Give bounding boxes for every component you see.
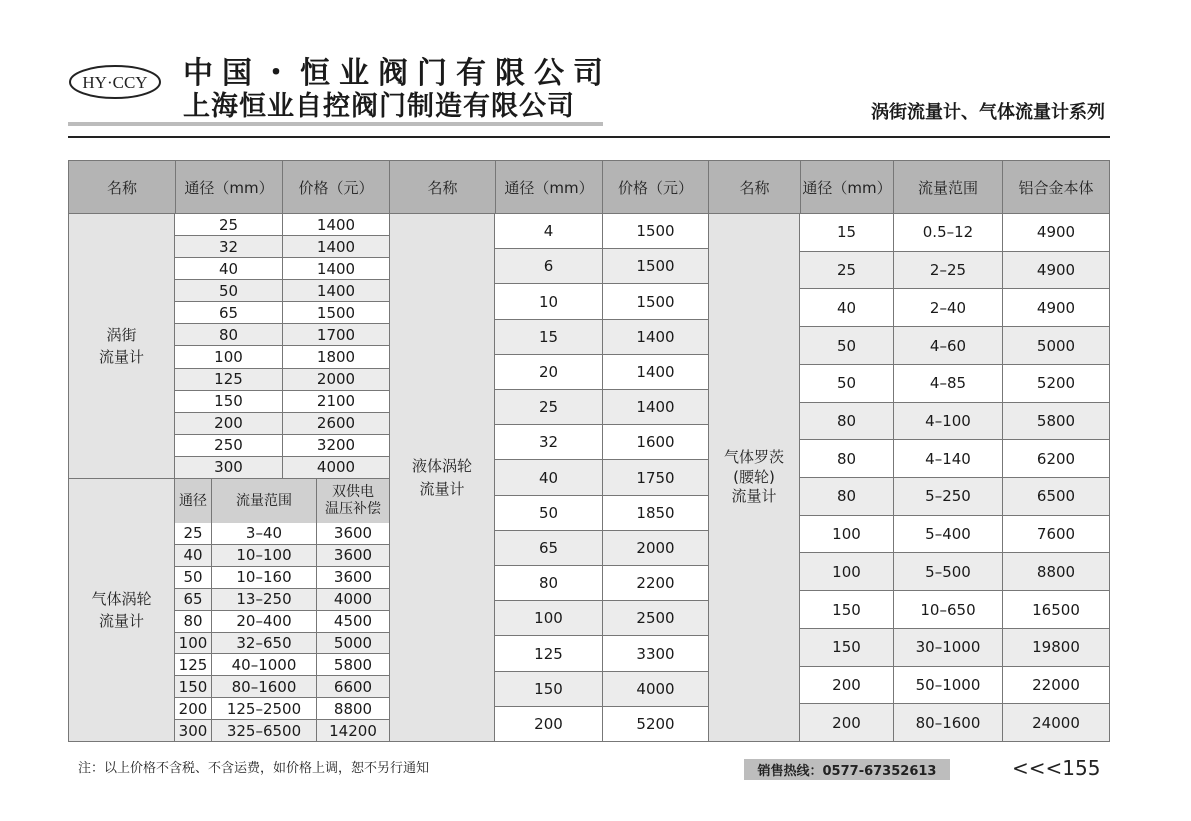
gas-turbine-table [175, 479, 389, 741]
product-name-liquid-turbine: 液体涡轮 流量计 [390, 214, 495, 741]
table-cell: 1400 [282, 236, 389, 257]
svg-text:HY·CCY: HY·CCY [82, 73, 148, 92]
table-row [175, 345, 389, 367]
table-cell: 80 [800, 403, 893, 440]
table-cell: 125 [534, 644, 563, 663]
table-row [495, 459, 708, 494]
table-group-3 [708, 161, 1109, 741]
table-row [800, 326, 1109, 364]
subheader-flow-range: 流量范围 [211, 479, 316, 523]
table-cell: 150 [175, 676, 211, 697]
table-cell: 2100 [282, 391, 389, 412]
table-cell: 100 [214, 348, 243, 366]
table-row [800, 477, 1109, 515]
table-row [175, 323, 389, 345]
table-row [175, 675, 389, 697]
table-cell: 80 [183, 612, 203, 631]
table-cell: 8800 [1002, 553, 1109, 590]
gas-roots-rows [800, 214, 1109, 741]
header-aluminum-price: 铝合金本体 [1002, 161, 1109, 213]
gas-turbine-rows [175, 523, 389, 741]
table-cell: 6200 [1002, 440, 1109, 477]
table-cell: 2200 [602, 566, 708, 600]
table-cell: 125 [178, 655, 208, 674]
table-cell: 1400 [282, 214, 389, 235]
table-row [800, 628, 1109, 666]
table-cell: 1500 [602, 284, 708, 318]
table-row [800, 515, 1109, 553]
table-group-1 [69, 161, 389, 741]
table-row [495, 424, 708, 459]
table-cell: 50 [175, 280, 282, 301]
table-cell: 1750 [602, 460, 708, 494]
table-cell: 1400 [282, 280, 389, 301]
table-cell: 10–100 [211, 545, 316, 566]
table-row [800, 288, 1109, 326]
vortex-rows [175, 214, 389, 478]
table-row [495, 600, 708, 635]
table-cell: 5000 [1002, 327, 1109, 364]
table-header [69, 161, 389, 214]
table-group-2 [389, 161, 708, 741]
table-cell: 65 [218, 303, 239, 322]
table-cell: 24000 [1002, 704, 1109, 741]
table-cell: 65 [495, 531, 602, 565]
table-cell: 40 [218, 259, 239, 278]
table-cell: 150 [832, 600, 861, 619]
table-cell: 32–650 [211, 633, 316, 654]
table-cell: 150 [800, 629, 893, 666]
table-cell: 4–140 [893, 440, 1002, 477]
table-cell: 125 [175, 369, 282, 390]
table-cell: 5200 [1002, 365, 1109, 402]
table-cell: 3600 [316, 523, 389, 544]
table-cell: 80 [538, 574, 559, 593]
table-cell: 4–100 [893, 403, 1002, 440]
table-cell: 1400 [602, 355, 708, 389]
table-cell: 8800 [316, 698, 389, 719]
vortex-section [69, 214, 389, 479]
table-cell: 50 [183, 568, 203, 587]
table-cell: 1500 [282, 302, 389, 323]
table-row [175, 544, 389, 566]
table-cell: 100 [832, 525, 861, 544]
table-row [175, 719, 389, 741]
table-row [495, 248, 708, 283]
table-cell: 125–2500 [211, 698, 316, 719]
table-cell: 1400 [282, 258, 389, 279]
table-cell: 5800 [316, 654, 389, 675]
table-cell: 200 [832, 675, 861, 694]
table-cell: 19800 [1002, 629, 1109, 666]
table-cell: 40 [836, 298, 857, 317]
table-cell: 3600 [316, 545, 389, 566]
table-cell: 10 [538, 292, 559, 311]
header-name: 名称 [427, 178, 458, 197]
table-cell: 80–1600 [893, 704, 1002, 741]
table-cell: 1600 [602, 425, 708, 459]
table-cell: 100 [175, 633, 211, 654]
table-cell: 80 [836, 449, 857, 468]
table-cell: 2–40 [893, 289, 1002, 326]
table-row [175, 434, 389, 456]
table-row [175, 279, 389, 301]
table-cell: 5800 [1002, 403, 1109, 440]
table-cell: 65 [175, 589, 211, 610]
table-cell: 20–400 [211, 611, 316, 632]
liquid-turbine-section [390, 214, 708, 741]
series-title: 涡街流量计、气体流量计系列 [871, 102, 1105, 123]
table-cell: 150 [495, 672, 602, 706]
table-cell: 2–25 [893, 252, 1002, 289]
table-cell: 4900 [1002, 214, 1109, 251]
table-cell: 1400 [602, 390, 708, 424]
table-row [175, 368, 389, 390]
table-cell: 22000 [1002, 667, 1109, 704]
table-cell: 3600 [316, 567, 389, 588]
liquid-turbine-rows [495, 214, 708, 741]
table-row [800, 703, 1109, 741]
table-cell: 5–400 [893, 516, 1002, 553]
product-name-gas-turbine: 气体涡轮 流量计 [69, 479, 175, 741]
table-cell: 2500 [602, 601, 708, 635]
table-cell: 4–85 [893, 365, 1002, 402]
gas-turbine-subheader [175, 479, 389, 523]
table-cell: 40–1000 [211, 654, 316, 675]
price-note: 注：以上价格不含税、不含运费，如价格上调，恕不另行通知 [78, 761, 430, 776]
table-cell: 80 [175, 324, 282, 345]
table-row [495, 635, 708, 670]
table-header [709, 161, 1109, 214]
table-row [175, 523, 389, 544]
header-diameter: 通径（mm） [800, 161, 893, 213]
table-cell: 1400 [602, 320, 708, 354]
subheader-diameter: 通径 [175, 479, 211, 523]
table-cell: 4 [543, 222, 554, 241]
table-row [175, 632, 389, 654]
header-name: 名称 [106, 178, 137, 197]
table-cell: 100 [800, 553, 893, 590]
table-row [495, 389, 708, 424]
table-cell: 50 [836, 374, 857, 393]
table-cell: 3200 [282, 435, 389, 456]
table-cell: 2000 [282, 369, 389, 390]
table-cell: 250 [214, 436, 243, 455]
table-cell: 16500 [1002, 591, 1109, 628]
table-cell: 40 [495, 460, 602, 494]
company-name-cn: 中国・恒业阀门有限公司 [183, 56, 612, 91]
table-cell: 15 [495, 320, 602, 354]
table-row [175, 653, 389, 675]
table-cell: 15 [836, 223, 857, 242]
table-cell: 7600 [1002, 516, 1109, 553]
table-cell: 325–6500 [211, 720, 316, 741]
table-cell: 20 [538, 362, 559, 381]
table-cell: 6600 [316, 676, 389, 697]
table-row [800, 251, 1109, 289]
table-cell: 50 [800, 327, 893, 364]
table-cell: 4000 [282, 457, 389, 478]
table-cell: 80 [800, 478, 893, 515]
table-row [495, 530, 708, 565]
company-name-sh: 上海恒业自控阀门制造有限公司 [183, 91, 575, 122]
sales-hotline: 销售热线：0577-67352613 [744, 759, 950, 780]
header-diameter: 通径（mm） [495, 161, 602, 213]
table-row [800, 214, 1109, 251]
table-row [175, 390, 389, 412]
table-cell: 100 [495, 601, 602, 635]
header-price: 价格（元） [602, 161, 708, 213]
table-row [175, 610, 389, 632]
table-cell: 5000 [316, 633, 389, 654]
table-cell: 32 [175, 236, 282, 257]
table-row [175, 456, 389, 478]
header-flow-range: 流量范围 [893, 161, 1002, 213]
product-name-gas-roots: 气体罗茨 (腰轮) 流量计 [709, 214, 800, 741]
table-row [495, 283, 708, 318]
table-cell: 25 [495, 390, 602, 424]
table-row [175, 588, 389, 610]
table-cell: 200 [175, 413, 282, 434]
table-row [495, 495, 708, 530]
table-cell: 6 [495, 249, 602, 283]
table-row [495, 354, 708, 389]
table-cell: 5–500 [893, 553, 1002, 590]
table-row [495, 565, 708, 600]
header-diameter: 通径（mm） [175, 161, 282, 213]
table-row [800, 590, 1109, 628]
gas-turbine-section [69, 479, 389, 741]
table-cell: 4–60 [893, 327, 1002, 364]
table-cell: 2000 [602, 531, 708, 565]
table-cell: 200 [534, 714, 563, 733]
table-cell: 300 [175, 457, 282, 478]
table-cell: 1700 [282, 324, 389, 345]
table-cell: 10–160 [211, 567, 316, 588]
header-name: 名称 [739, 178, 770, 197]
table-cell: 4900 [1002, 252, 1109, 289]
header-rule-gray [68, 122, 603, 126]
table-cell: 32 [538, 433, 559, 452]
table-cell: 200 [800, 704, 893, 741]
page-number: <<<155 [1012, 756, 1101, 780]
subheader-compensation: 双供电 温压补偿 [316, 479, 389, 523]
table-cell: 1500 [602, 214, 708, 248]
table-cell: 10–650 [893, 591, 1002, 628]
header-price: 价格（元） [282, 161, 389, 213]
table-cell: 2600 [282, 413, 389, 434]
table-cell: 0.5–12 [893, 214, 1002, 251]
table-cell: 300 [175, 720, 211, 741]
table-cell: 14200 [316, 720, 389, 741]
table-cell: 150 [214, 392, 243, 411]
table-cell: 1800 [282, 346, 389, 367]
table-row [175, 697, 389, 719]
table-cell: 30–1000 [893, 629, 1002, 666]
table-header [390, 161, 708, 214]
table-cell: 25 [183, 524, 203, 543]
table-cell: 4000 [602, 672, 708, 706]
table-row [175, 412, 389, 434]
table-row [175, 214, 389, 235]
table-row [495, 319, 708, 354]
header-rule [68, 136, 1110, 138]
table-cell: 3–40 [211, 523, 316, 544]
table-cell: 80–1600 [211, 676, 316, 697]
product-name-vortex: 涡街 流量计 [69, 214, 175, 478]
table-cell: 25 [800, 252, 893, 289]
table-row [175, 235, 389, 257]
table-cell: 5200 [602, 707, 708, 741]
table-cell: 6500 [1002, 478, 1109, 515]
table-cell: 50–1000 [893, 667, 1002, 704]
table-cell: 4000 [316, 589, 389, 610]
table-row [800, 666, 1109, 704]
table-cell: 13–250 [211, 589, 316, 610]
table-row [800, 552, 1109, 590]
table-cell: 1850 [602, 496, 708, 530]
table-row [495, 214, 708, 248]
table-row [495, 706, 708, 741]
table-cell: 5–250 [893, 478, 1002, 515]
table-cell: 200 [178, 699, 208, 718]
table-cell: 4900 [1002, 289, 1109, 326]
table-row [800, 402, 1109, 440]
table-row [175, 301, 389, 323]
table-cell: 4500 [316, 611, 389, 632]
table-cell: 1500 [602, 249, 708, 283]
table-row [800, 364, 1109, 402]
table-cell: 50 [538, 503, 559, 522]
table-row [175, 566, 389, 588]
company-logo [68, 64, 162, 100]
price-table [68, 160, 1110, 742]
table-cell: 3300 [602, 636, 708, 670]
table-cell: 25 [218, 215, 239, 234]
table-cell: 40 [175, 545, 211, 566]
table-row [800, 439, 1109, 477]
table-row [495, 671, 708, 706]
table-row [175, 257, 389, 279]
gas-roots-section [709, 214, 1109, 741]
